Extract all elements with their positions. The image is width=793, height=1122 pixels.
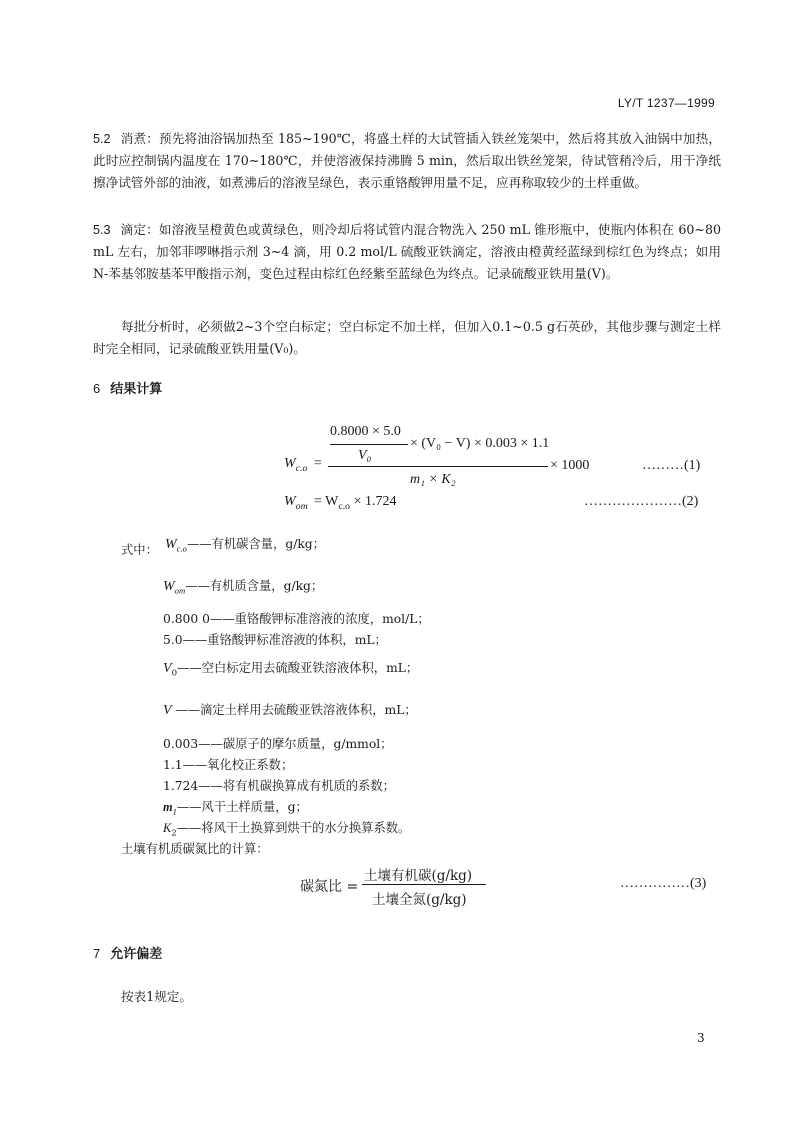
section-text: 滴定：如溶液呈橙黄色或黄绿色，则冷却后将试管内混合物洗入 250 mL 锥形瓶中，使瓶内体积在 60~80 mL 左右，加邻菲啰啉指示剂 3~4 滴，用 0.2 mol/L 硫酸亚铁滴定，溶液由橙黄经蓝绿到棕红色为终点；如用 N-苯基邻胺基苯甲酸指示剂，变色过程由棕红色经紫至蓝绿色为终点。记录硫酸亚铁用量(V)。 (93, 222, 721, 281)
formula-lhs: $W_{om}$ (284, 494, 308, 512)
inner-fraction-line (330, 444, 408, 445)
section-7-text: 按表1规定。 (121, 989, 192, 1004)
section-5-2 (93, 128, 721, 194)
legend-item: $W_{om}——$有机质含量，g/kg； (163, 579, 324, 596)
blank-calibration-paragraph: 每批分析时，必须做2~3个空白标定；空白标定不加土样，但加入0.1~0.5 g石英砂，其他步骤与测定土样时完全相同，记录硫酸亚铁用量(V₀)。 (93, 319, 721, 356)
formula-2 (284, 494, 724, 518)
legend-item: 5.0——重铬酸钾标准溶液的体积，mL； (163, 633, 387, 647)
formula-tail: × 1000 (550, 458, 590, 473)
legend-item: $W_{c.o}——$有机碳含量，g/kg； (165, 537, 325, 554)
legend-item: 0.003——碳原子的摩尔质量，g/mmol； (163, 737, 393, 751)
legend-item: 1.724——将有机碳换算成有机质的系数； (163, 779, 395, 793)
equation-number-2: …………………(2) (584, 494, 699, 509)
section-number: 7 (93, 946, 101, 961)
legend-item: $K_2——$将风干土换算到烘干的水分换算系数。 (163, 821, 411, 839)
formula-numerator: 土壤有机碳(g/kg) (364, 868, 473, 884)
main-fraction-line (328, 466, 548, 467)
formula-3 (300, 864, 730, 910)
section-text: 消煮：预先将油浴锅加热至 185~190℃，将盛土样的大试管插入铁丝笼架中，然后将其放入油锅中加热，此时应控制锅内温度在 170~180℃，并使溶液保持沸腾 5 min，然后取出铁丝笼架，待试管稍冷后，用干净纸擦净试管外部的油液，如煮沸后的溶液呈绿色，表示重铬酸钾用量不足，应再称取较少的土样重做。 (93, 131, 721, 190)
section-number: 5.3 (93, 223, 111, 237)
formula-denominator: 土壤全氮(g/kg) (372, 892, 467, 908)
page-number: 3 (697, 1031, 705, 1045)
equals-sign: = (314, 456, 322, 471)
main-denominator: m₁ × K₂ (410, 472, 456, 487)
legend-item: 0.800 0——重铬酸钾标准溶液的浓度，mol/L； (163, 612, 430, 626)
cn-ratio-intro: 土壤有机质碳氮比的计算： (121, 842, 269, 856)
legend-item: V ——滴定土样用去硫酸亚铁溶液体积，mL； (163, 703, 417, 718)
section-number: 6 (93, 381, 101, 396)
inner-denominator: V₀ (358, 448, 372, 463)
legend-intro: 式中： (121, 543, 158, 557)
section-6-heading (93, 378, 162, 397)
legend-item: 1.1——氧化校正系数； (163, 758, 294, 772)
formula-1 (280, 420, 730, 500)
formula-lhs: 碳氮比 = (300, 879, 359, 895)
legend-item: $m_1——$风干土样质量，g； (163, 800, 308, 817)
section-title: 允许偏差 (110, 947, 163, 962)
formula-lhs: $W_{c.o}$ (284, 456, 308, 474)
equation-number-1: ………(1) (642, 458, 701, 473)
section-5-3 (93, 219, 721, 285)
legend-item: $V_0——$空白标定用去硫酸亚铁溶液体积，mL； (163, 661, 419, 679)
formula-rhs: = $W_{c.o} \times 1.724$ (314, 494, 397, 512)
equation-number-3: ……………(3) (620, 876, 707, 891)
fraction-line (362, 884, 486, 885)
section-number: 5.2 (93, 132, 111, 146)
section-title: 结果计算 (110, 382, 163, 397)
standard-code: LY/T 1237—1999 (617, 96, 715, 110)
inner-numerator: 0.8000 × 5.0 (330, 424, 401, 439)
section-7-heading (93, 943, 162, 962)
numerator-rest: × (V₀ − V) × 0.003 × 1.1 (410, 436, 550, 451)
